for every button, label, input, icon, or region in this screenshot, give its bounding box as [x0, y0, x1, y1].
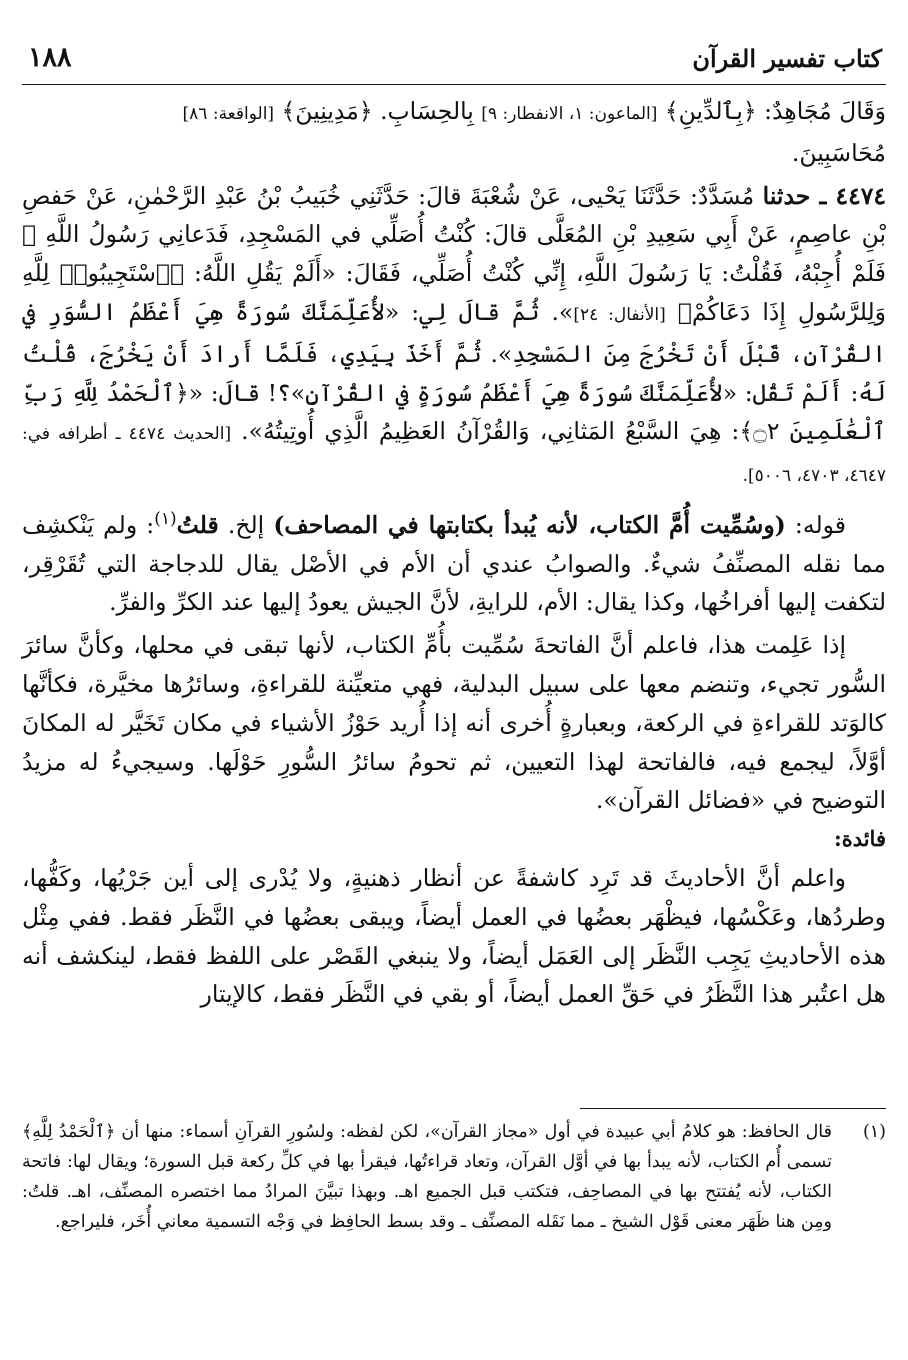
commentary-intro: قوله: — [785, 510, 846, 539]
quran-reference: [الواقعة: ٨٦] — [182, 104, 275, 124]
mujahid-paragraph — [22, 92, 886, 173]
faida-heading: فائدة: — [833, 826, 886, 852]
hadith-cross-reference: [الحديث ٤٤٧٤ ـ أطرافه في: ٤٦٤٧، ٤٧٠٣، ٥٠٠٦]. — [22, 424, 886, 487]
hadith-paragraph — [22, 177, 886, 496]
quran-reference: [الماعون: ١، الانفطار: ٩] — [481, 104, 658, 124]
footnote-marker: (١) — [154, 508, 177, 529]
footnote-number: (١) — [862, 1122, 886, 1142]
mujahid-text-a: وَقَالَ مُجَاهِدٌ: ﴿بِٱلدِّينِ﴾ — [657, 97, 886, 125]
faida-paragraph: واعلم أنَّ الأحاديثَ قد تَرِد كاشفةً عن أنظار ذهنيةٍ، ولا يُدْرى إلى أين جَرْيُها، وكَفُّها، وطردُها، وعَكْسُها، فيظْهَر بعضُها في العمل أيضاً، ويبقى بعضُها في النَّظَر فقط. ففي مِثْل هذه الأحاديثِ يَجِب النَّظَر إلى العَمَل أيضاً، ولا ينبغي القَصْر على اللفظ فقط، لينكشف أنه هل اعتُبر هذا النَّظَرُ في حَقِّ العمل أيضاً، أو بقي في النَّظَر فقط، كالإيتار — [22, 863, 886, 1009]
explanation-paragraph: إذا عَلِمت هذا، فاعلم أنَّ الفاتحةَ سُمِّيت بأُمِّ الكتاب، لأنها تبقى في محلها، وكأنَّ سائرَ السُّور تجيء، وتنضم معها على سبيل البدلية، فهي متعيِّنة للقراءةِ، وسائرُها مخيَّرة، فكأنَّها كالوَتد للقراءةِ في الركعة، وبعبارةٍ أُخرى أنه إذا أُريد حَوْزُ الأشياء في مكان تَخَيَّر له المكانَ أوَّلاً، ليجمع فيه، فالفاتحة لهذا التعيين، ثم تحومُ سائرُ السُّورِ حَوْلَها. وسيجيءُ له مزيدُ التوضيح في «فضائل القرآن». — [22, 631, 886, 815]
hadith-number: ٤٤٧٤ ـ حدثنا — [762, 181, 887, 210]
mujahid-text-b: بِالحِسَابِ. ﴿مَدِينِينَ﴾ — [274, 97, 482, 125]
hadith-text-a: مُسَدَّدٌ: حَدَّثَنَا يَحْيى، عَنْ شُعْبَةَ قالَ: حَدَّثَنِي خُبَيبُ بْنُ عَبْدِ الرَّحْمٰنِ، عَنْ حَفصِ بْنِ عاصِمٍ، عَنْ أَبِي سَعِيدِ بْنِ المُعَلَّى قالَ: كُنْتُ أُصَلِّي في المَسْجِدِ، فَدَعانِي رَسُولُ اللَّهِ ﷺ فَلَمْ أُجِبْهُ، فَقُلْتُ: يَا رَسُولَ اللَّهِ، إِنِّي كُنْتُ أُصَلِّي، فَقَالَ: «أَلَمْ يَقُلِ اللَّهُ: ﴿ٱسْتَجِيبُوا۟ لِلَّهِ وَلِلرَّسُولِ إِذَا دَعَاكُمْ﴾ — [22, 181, 886, 326]
footnote-text: قال الحافظ: هو كلامُ أبي عبيدة في أول «مجاز القرآن»، لكن لفظه: ولسُورِ القرآنِ أسماء: منها أن ﴿ٱلْحَمْدُ لِلَّهِ﴾ تسمى أُم الكتاب، لأنه يبدأ بها في أوَّل القرآن، وتعاد قراءتُها، فيقرأ بها في كلِّ ركعة قبل السورة؛ ويقال لها: فاتحة الكتاب، لأنه يُفتتح بها في المصاحِف، فتكتب قبل الجميع اهـ. وبهذا تبيَّنَ المرادُ مما اختصره المصنِّف، اهـ. قلتُ: ومِن هنا ظَهَر معنى قَوْل الشيخ ـ مما نَقَله المصنِّف ـ وقد بسط الحافِظ في وَجْه التسمية معاني أُخَر، فليراجع. — [22, 1122, 832, 1232]
footnotes — [22, 1117, 886, 1237]
page-title: كتاب تفسير القرآن — [692, 44, 882, 73]
main-text — [22, 92, 886, 1014]
mujahid-text-c: مُحَاسَبِينَ. — [791, 138, 886, 167]
footnote — [22, 1117, 886, 1237]
commentary-paragraph — [22, 500, 886, 622]
commentary-rest: : ولم يَنْكشِف مما نقله المصنِّفُ شيءٌ. والصوابُ عندي أن الأم في الأصْل يقال للدجاجة التي تُقَرْقِر، لتكفت إليها أفراخُها، وكذا يقال: الأم، للرايةِ، لأنَّ الجيش يعودُ إليها عند الكرِّ والفرِّ. — [22, 510, 886, 617]
footnote-divider — [580, 1108, 886, 1109]
commentary-quote: (وسُمِّيت أُمَّ الكتاب، لأنه يُبدأ بكتابتها في المصاحف) — [273, 510, 786, 539]
hadith-text-b: ». ثُمَّ قالَ لِي: «لأُعَلِّمَنَّكَ سُورَةً هِيَ أَعْظَمُ السُّوَرِ في القُرْآنِ، قَبْلَ أَنْ تَخْرُجَ مِنَ المَسْجِدِ». ثُمَّ أَخَذَ بِيَدِي، فَلَمَّا أَرادَ أَنْ يَخْرُجَ، قُلْتُ لَهُ: أَلَمْ تَقُل: «لأُعَلِّمَنَّكَ سُورَةً هِيَ أَعْظَمُ سُورَةٍ في القُرْآنِ»؟! قالَ: «﴿ٱلْحَمْدُ لِلَّهِ رَبِّ ٱلْعَٰلَمِينَ ۝٢﴾: هِيَ السَّبْعُ المَثانِي، وَالقُرْآنُ العَظِيمُ الَّذِي أُوتِيتُهُ». — [22, 297, 887, 446]
commentary-etc: إلخ. — [218, 510, 274, 539]
quran-reference: [الأنفال: ٢٤] — [573, 304, 666, 325]
commentary-qult: قلتُ — [176, 510, 219, 539]
page-number: ١٨٨ — [28, 42, 72, 73]
page-header — [22, 38, 886, 85]
